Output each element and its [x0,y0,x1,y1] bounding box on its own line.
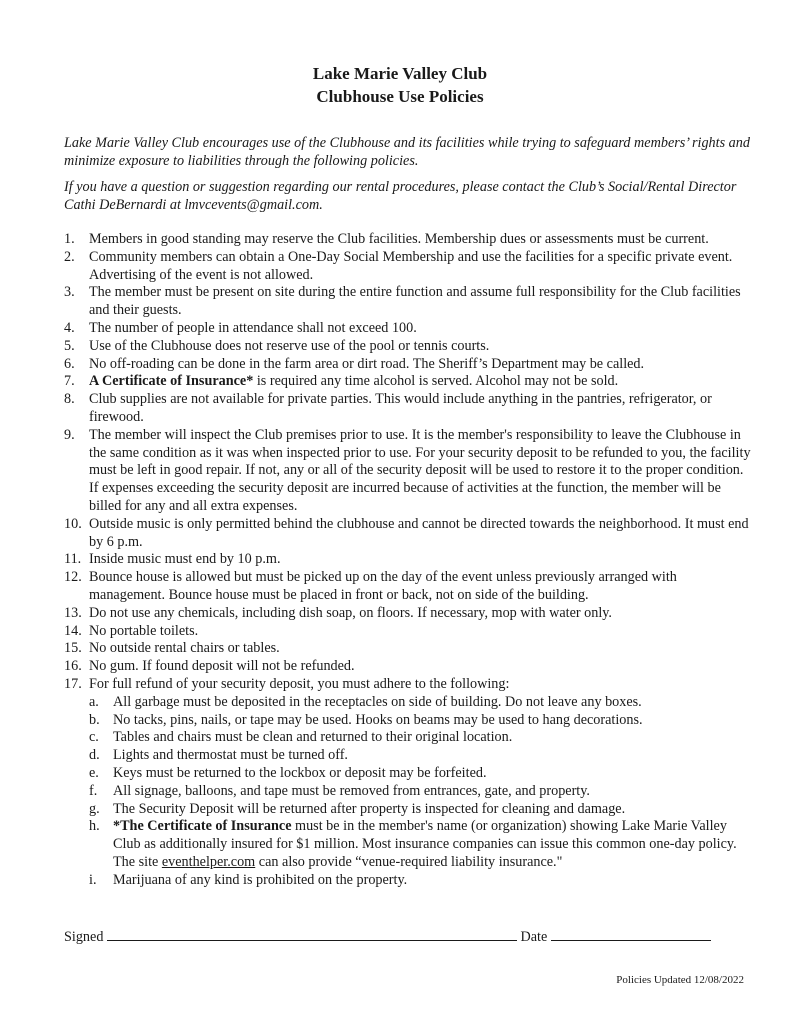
contact-paragraph: If you have a question or suggestion regarding our rental procedures, please contact the Club’s Social/Rental Director Cathi DeBernardi at lmvcevents@gmail.com. [64,179,737,213]
item-text: Use of the Clubhouse does not reserve use of the pool or tennis courts. [89,337,490,354]
insurance-bold-text: *The Certificate of Insurance [113,818,292,835]
policy-item [64,231,752,249]
item-number: 6. [64,355,75,372]
subitem-text: Lights and thermostat must be turned off. [113,747,348,764]
subitem-letter: h. [89,818,100,835]
subitem [89,801,752,819]
subitem-text: No tacks, pins, nails, or tape may be used. Hooks on beams may be used to hang decorations. [113,711,643,728]
item-number: 15. [64,640,82,657]
policies-updated-note: Policies Updated 12/08/2022 [616,974,744,986]
item-number: 8. [64,391,75,408]
item-number: 12. [64,569,82,586]
item-bold-text: A Certificate of Insurance* [89,373,254,390]
item-number: 5. [64,337,75,354]
item-text: Bounce house is allowed but must be picked up on the day of the event unless previously arranged with management. Bounce house must be placed in front or back, not on side of the building. [89,569,677,603]
subitem-text-end: can also provide “venue-required liability insurance." [255,853,563,870]
policy-item [64,320,752,338]
item-text: is required any time alcohol is served. Alcohol may not be sold. [253,373,619,390]
policy-item [64,427,752,516]
policy-item [64,249,752,285]
item-number: 10. [64,515,82,532]
subitem-insurance [89,818,752,871]
deposit-subitems [89,694,752,890]
eventhelper-link[interactable]: eventhelper.com [161,853,256,870]
policy-item [64,356,752,374]
item-text: For full refund of your security deposit, you must adhere to the following: [89,675,510,692]
policy-item [64,284,752,320]
policy-item [64,391,752,427]
subitem [89,747,752,765]
item-number: 13. [64,604,82,621]
item-number: 7. [64,373,75,390]
policy-item-deposit-refund [64,676,752,890]
date-label: Date [520,929,548,945]
item-text: Members in good standing may reserve the Club facilities. Membership dues or assessments must be current. [89,231,709,247]
item-text: Outside music is only permitted behind the clubhouse and cannot be directed towards the neighborhood. It must end by 6 p.m. [89,515,749,550]
policy-item [64,373,752,391]
subitem-text: The Security Deposit will be returned after property is inspected for cleaning and damage. [113,800,626,817]
subitem [89,872,752,890]
policy-item [64,569,752,605]
policy-item [64,640,752,658]
item-text: The member must be present on site during the entire function and assume full responsibility for the Club facilities and their guests. [89,284,741,319]
item-number: 11. [64,551,82,568]
subitem [89,783,752,801]
item-number: 4. [64,319,75,336]
policy-item [64,516,752,552]
subitem-text: Marijuana of any kind is prohibited on the property. [113,871,408,888]
item-number: 17. [64,675,82,692]
club-name: Lake Marie Valley Club [312,64,488,83]
subitem-letter: d. [89,747,100,764]
item-text: No off-roading can be done in the farm area or dirt road. The Sheriff’s Department may be called. [89,355,645,372]
subitem-letter: i. [89,871,97,888]
subitem-letter: b. [89,711,100,728]
policy-item [64,623,752,641]
item-text: No outside rental chairs or tables. [89,640,280,657]
item-text: Club supplies are not available for private parties. This would include anything in the pantries, refrigerator, or firewood. [89,391,712,425]
policy-item [64,605,752,623]
policy-item [64,658,752,676]
subitem [89,729,752,747]
document-title [0,62,800,108]
item-number: 2. [64,248,75,265]
item-number: 1. [64,231,75,247]
item-number: 3. [64,284,75,301]
signature-line[interactable] [107,926,517,941]
item-number: 16. [64,658,82,675]
item-number: 9. [64,426,75,443]
subitem-text: Keys must be returned to the lockbox or deposit may be forfeited. [113,764,487,781]
policy-item [64,338,752,356]
subitem [89,694,752,712]
intro-paragraph: Lake Marie Valley Club encourages use of the Clubhouse and its facilities while trying to safeguard members’ rights and minimize exposure to liabilities through the following policies. [64,135,750,169]
subitem [89,712,752,730]
subitem-text: Tables and chairs must be clean and returned to their original location. [113,729,513,746]
subitem-text: All garbage must be deposited in the receptacles on side of building. Do not leave any boxes. [113,693,642,710]
subitem-letter: f. [89,782,98,799]
subitem-letter: g. [89,800,100,817]
item-number: 14. [64,622,82,639]
subitem-letter: e. [89,764,99,781]
signed-label: Signed [64,929,104,945]
item-text: Community members can obtain a One-Day Social Membership and use the facilities for a specific private event. Advertising of the event is not allowed. [89,248,733,283]
item-text: No gum. If found deposit will not be refunded. [89,658,355,675]
item-text: No portable toilets. [89,622,199,639]
policy-list [64,231,752,889]
item-text: The number of people in attendance shall not exceed 100. [89,319,417,336]
subitem [89,765,752,783]
policy-item [64,551,752,569]
item-text: Inside music must end by 10 p.m. [89,551,281,568]
item-text: The member will inspect the Club premises prior to use. It is the member's responsibility to leave the Clubhouse in the same condition as it was when inspected prior to use. For your security deposit to be refunded to you, the facility must be left in good repair. If not, any or all of the security deposit will be used to restore it to the proper condition. If expenses exceeding the security deposit are incurred because of activities at the function, the member will be billed for any and all extra expenses. [89,426,751,514]
signature-row [64,926,744,946]
subitem-letter: a. [89,693,99,710]
policies-heading: Clubhouse Use Policies [316,87,484,106]
subitem-letter: c. [89,729,99,746]
subitem-text: must be in the member's name (or organization) showing Lake Marie Valley Club as additionally insured for $1 million. Most insurance companies can issue this common one-day policy. The site [113,818,737,870]
subitem-text: All signage, balloons, and tape must be removed from entrances, gate, and property. [113,782,590,799]
date-line[interactable] [551,926,711,941]
item-text: Do not use any chemicals, including dish soap, on floors. If necessary, mop with water only. [89,604,612,621]
